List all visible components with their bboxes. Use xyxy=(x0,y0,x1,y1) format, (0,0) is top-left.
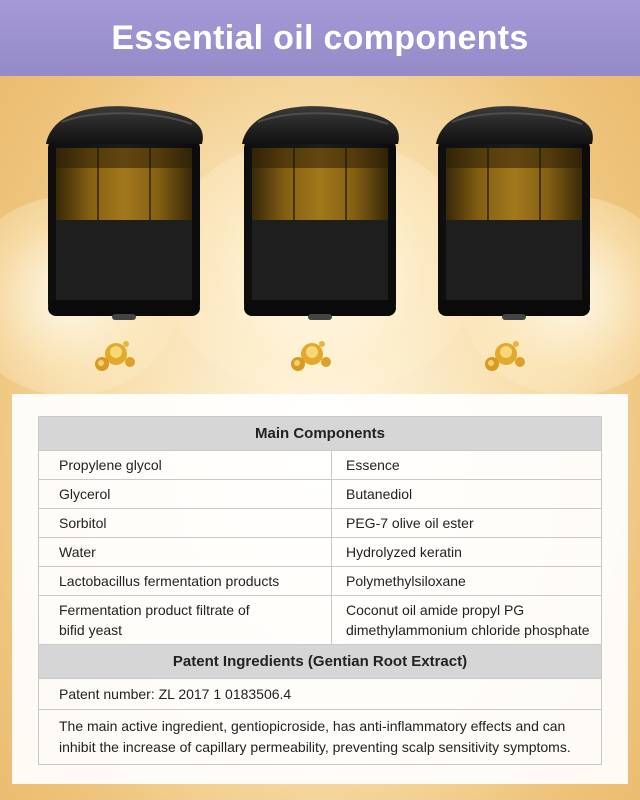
table-cell: Polymethylsiloxane xyxy=(332,567,602,596)
table-cell: Hydrolyzed keratin xyxy=(332,538,602,567)
pod-middle xyxy=(238,104,402,322)
table-row xyxy=(39,567,602,596)
pod-left xyxy=(42,104,206,322)
table-cell: Sorbitol xyxy=(39,509,332,538)
table-row xyxy=(39,509,602,538)
table-row xyxy=(39,538,602,567)
cell-line: Coconut oil amide propyl PG xyxy=(346,602,525,618)
table-cell: Water xyxy=(39,538,332,567)
oil-droplets-icon xyxy=(286,336,336,376)
product-scene xyxy=(0,76,640,394)
cell-line: Fermentation product filtrate of xyxy=(59,602,250,618)
table-cell: PEG-7 olive oil ester xyxy=(332,509,602,538)
cell-line: dimethylammonium chloride phosphate xyxy=(346,622,590,638)
pod-right xyxy=(432,104,596,322)
main-components-header: Main Components xyxy=(39,417,602,451)
patent-description: The main active ingredient, gentiopicroside, has anti-inflammatory effects and can inhibit the increase of capillary permeability, preventing scalp sensitivity symptoms. xyxy=(39,710,602,765)
table-row xyxy=(39,480,602,509)
patent-number: Patent number: ZL 2017 1 0183506.4 xyxy=(39,679,602,710)
table-cell xyxy=(39,596,332,645)
table-cell: Butanediol xyxy=(332,480,602,509)
table-row xyxy=(39,596,602,645)
components-table xyxy=(38,416,602,765)
table-cell: Propylene glycol xyxy=(39,451,332,480)
table-row xyxy=(39,451,602,480)
page-title: Essential oil components xyxy=(111,18,529,57)
title-banner xyxy=(0,0,640,76)
patent-ingredients-header: Patent Ingredients (Gentian Root Extract) xyxy=(39,645,602,679)
cell-line: bifid yeast xyxy=(59,622,123,638)
table-row xyxy=(39,710,602,765)
table-cell: Glycerol xyxy=(39,480,332,509)
table-cell: Essence xyxy=(332,451,602,480)
oil-droplets-icon xyxy=(480,336,530,376)
table-cell: Lactobacillus fermentation products xyxy=(39,567,332,596)
table-cell xyxy=(332,596,602,645)
components-panel xyxy=(12,394,628,784)
table-row xyxy=(39,679,602,710)
oil-droplets-icon xyxy=(90,336,140,376)
